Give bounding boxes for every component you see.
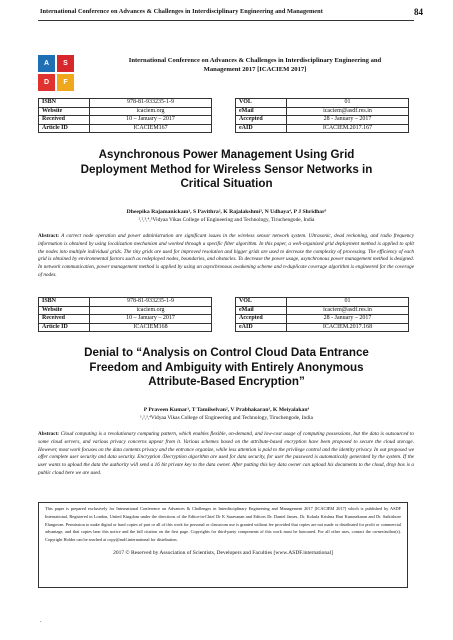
paper2-title-line1: Denial to “Analysis on Control Cloud Data Entrance	[84, 346, 369, 359]
logo-letter-f: F	[57, 74, 74, 91]
eaid-value: ICACIEM.2017.167	[287, 124, 409, 133]
conference-name-line2: Management 2017 [ICACIEM 2017]	[203, 66, 307, 73]
paper2-title	[50, 346, 403, 390]
paper1-title-line2: Deployment Method for Wireless Sensor Networks in	[80, 162, 373, 176]
copyright-line: 2017 © Reserved by Association of Scientists, Developers and Faculties [www.ASDF.international]	[113, 549, 333, 556]
email-value: icaciem@asdf.res.in	[287, 306, 409, 315]
isbn-value: 978-81-933235-1-9	[90, 298, 212, 307]
article-id-value: ICACIEM168	[90, 323, 212, 332]
article-id-label: Article ID	[39, 323, 90, 332]
paper2-title-line3: Attribute-Based Encryption”	[148, 375, 305, 388]
vol-value: 01	[287, 99, 409, 108]
paper1-abstract	[38, 233, 414, 280]
received-value: 10 – January – 2017	[90, 116, 212, 125]
accepted-label: Accepted	[236, 315, 287, 324]
paper2-abstract-text: Cloud computing is a revolutionary computing pattern, which enables flexible, on-demand, and low-cost usage of computing possessions, but the data is outsourced to some cloud servers, and various privacy concerns appear from it. Various schemes based on the attribute-based encryption have been proposed to secure the cloud storage. However, most work focuses on the data contents privacy and the entrance organize, while less attention is paid to the privilege control and the identity privacy. In out proposed we offer complete user security and data security. Encryption /Decryption algorithm are used for data security, for user the password is automatically generated by the system. If the user wants to upload the data the authority will send a 16 bit private key to the data owner. After putting this key data owner can upload his documents to the cloud, drop box is a public cloud here we are used.	[38, 431, 415, 476]
paper1-abstract-label: Abstract:	[38, 233, 60, 239]
eaid-label: eAID	[236, 323, 287, 332]
paper1-meta-right	[235, 98, 409, 133]
website-label: Website	[39, 107, 90, 116]
vol-label: VOL	[236, 298, 287, 307]
paper2-abstract	[38, 431, 414, 478]
paper1-title	[50, 148, 403, 192]
copyright-notice-box	[38, 502, 408, 588]
paper1-title-line1: Asynchronous Power Management Using Grid	[98, 148, 355, 161]
email-label: eMail	[236, 306, 287, 315]
paper2-abstract-label: Abstract:	[38, 431, 60, 437]
conference-name-line1: International Conference on Advances & Challenges in Interdisciplinary Engineering and	[128, 57, 382, 64]
article-id-label: Article ID	[39, 124, 90, 133]
isbn-label: ISBN	[39, 298, 90, 307]
notice-text: This paper is prepared exclusively for International Conference on Advances & Challenges in Interdisciplinary Engineering and Management 2017 [ICACIEM 2017] which is published by ASDF International, Registered in London, United Kingdom under the directions of the Editor-in-Chief Dr K Saravanan and Editors Dr. Daniel James, Dr. Kokula Krishna Hari Kunasekaran and Dr. Saikishore Elangovan. Permission to make digital or hard copies of part or all of this work for personal or classroom use is granted without fee provided that copies are not made or distributed for profit or commercial advantage, and that copies bear this notice and the full citation on the first page. Copyrights for third-party components of this work must be honoured. For all other uses, contact the owner/author(s). Copyright Holder can be reached at copy@asdf.international for distribution.	[45, 506, 401, 543]
isbn-value: 978-81-933235-1-9	[90, 99, 212, 108]
accepted-value: 28 - January – 2017	[287, 116, 409, 125]
paper1-title-line3: Critical Situation	[180, 177, 273, 190]
article-id-value: ICACIEM167	[90, 124, 212, 133]
website-value: icaciem.org	[90, 306, 212, 315]
accepted-label: Accepted	[236, 116, 287, 125]
accepted-value: 28 - January – 2017	[287, 315, 409, 324]
paper2-meta-left	[38, 297, 212, 332]
paper1-authors: Dheepika Rajamanickam¹, S Pavithra², K Rajalakshmi³, N Udhaya⁴, P J Shridhar⁵	[126, 209, 327, 215]
page-number: 84	[414, 7, 423, 17]
isbn-label: ISBN	[39, 99, 90, 108]
received-label: Received	[39, 315, 90, 324]
paper1-meta-left	[38, 98, 212, 133]
paper2-authors: P Praveen Kumar¹, T Tamilselvan², V Prabhakaran³, K Meiyalakan⁴	[143, 407, 310, 413]
eaid-label: eAID	[236, 124, 287, 133]
logo-letter-d: D	[38, 74, 55, 91]
paper2-title-line2: Freedom and Ambiguity with Entirely Anonymous	[89, 360, 364, 374]
paper2-affiliation: ¹,²,³,⁴Vidyaa Vikas College of Engineering and Technology, Tiruchengode, India	[140, 415, 313, 421]
conference-name	[110, 56, 400, 74]
footer-mark: .	[40, 618, 42, 624]
header-rule	[38, 20, 414, 21]
logo-letter-s: S	[57, 55, 74, 72]
logo-letter-a: A	[38, 55, 55, 72]
website-label: Website	[39, 306, 90, 315]
received-label: Received	[39, 116, 90, 125]
paper1-abstract-text: A correct node operation and power administration are significant issues in the wireless sensor network system. Ultrasonic, dead reckoning, and radio frequency information is obtained by using localization mechanism and worked through a specific filter algorithm. In this paper, a well-organized grid deployment method is applied to split the nodes into multiple individual grids. The tiny grids are used for improved resolution and bigger grids are used to decrease the complexity of processing. The efficiency of each grid is obtained by environmental factors such as redeployed nodes, boundaries, and obstacles. To decrease the power usage, asynchronous power management method is designed. In network communication, power management method is applied by using an asynchronous awakening scheme and n-duplicate coverage algorithm is engineered for the coverage of nodes.	[38, 233, 414, 278]
vol-value: 01	[287, 298, 409, 307]
paper2-meta-right	[235, 297, 409, 332]
email-label: eMail	[236, 107, 287, 116]
vol-label: VOL	[236, 99, 287, 108]
running-title: International Conference on Advances & Challenges in Interdisciplinary Engineering and Management	[40, 8, 323, 15]
paper1-affiliation: ¹,²,³,⁴,⁵Vidyaa Vikas College of Engineering and Technology, Tiruchengode, India	[138, 217, 315, 223]
website-value: icaciem.org	[90, 107, 212, 116]
eaid-value: ICACIEM.2017.168	[287, 323, 409, 332]
email-value: icaciem@asdf.res.in	[287, 107, 409, 116]
asdf-logo	[38, 55, 74, 91]
received-value: 10 – January – 2017	[90, 315, 212, 324]
